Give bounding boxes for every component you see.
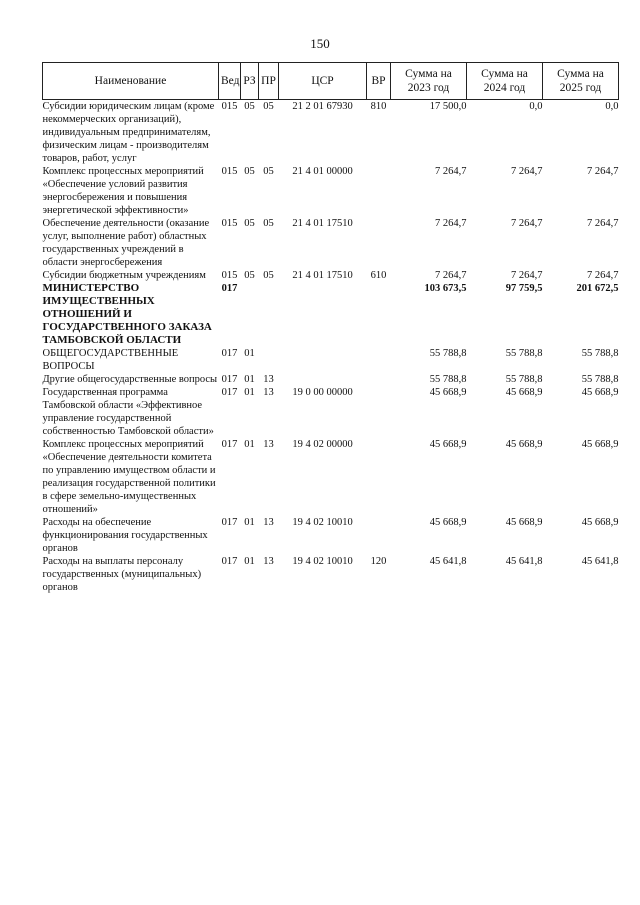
table-row bbox=[43, 516, 619, 555]
header-rz: РЗ bbox=[241, 63, 259, 100]
cell-name: Комплекс процессных мероприятий «Обеспечение деятельности комитета по управлению имуществом области и реализация государственной политики в сфере земельно-имущественных отношений» bbox=[42, 439, 216, 515]
cell-sum-2024: 7 264,7 bbox=[511, 270, 543, 281]
cell-csr: 19 4 02 10010 bbox=[292, 517, 353, 528]
header-sum-2023: Сумма на 2023 год bbox=[391, 63, 467, 100]
cell-rz: 05 bbox=[244, 218, 255, 229]
cell-name: Субсидии бюджетным учреждениям bbox=[42, 270, 206, 281]
cell-sum-2023: 45 641,8 bbox=[429, 556, 467, 567]
cell-sum-2023: 7 264,7 bbox=[435, 218, 467, 229]
cell-sum-2025: 45 668,9 bbox=[581, 439, 619, 450]
table-row bbox=[43, 386, 619, 438]
cell-ved: 015 bbox=[221, 270, 238, 281]
header-vr: ВР bbox=[367, 63, 391, 100]
cell-csr: 19 0 00 00000 bbox=[292, 387, 353, 398]
cell-ved: 015 bbox=[221, 166, 238, 177]
cell-rz: 01 bbox=[244, 374, 255, 385]
cell-ved: 017 bbox=[221, 439, 238, 450]
cell-name: Комплекс процессных мероприятий «Обеспечение условий развития энергосбережения и повышения энергетической эффективности» bbox=[42, 166, 204, 216]
cell-sum-2025: 0,0 bbox=[605, 101, 619, 112]
cell-ved: 017 bbox=[221, 387, 238, 398]
cell-sum-2025: 45 641,8 bbox=[581, 556, 619, 567]
cell-vr bbox=[367, 373, 391, 386]
cell-ved: 017 bbox=[221, 374, 238, 385]
cell-pr: 05 bbox=[263, 218, 274, 229]
cell-rz: 01 bbox=[244, 556, 255, 567]
cell-sum-2023: 55 788,8 bbox=[429, 348, 467, 359]
cell-csr: 21 2 01 67930 bbox=[292, 101, 353, 112]
cell-csr: 19 4 02 00000 bbox=[292, 439, 353, 450]
cell-csr bbox=[279, 373, 367, 386]
table-row bbox=[43, 269, 619, 282]
cell-pr: 05 bbox=[263, 101, 274, 112]
cell-vr bbox=[367, 217, 391, 269]
table-row bbox=[43, 438, 619, 516]
header-sum-2025: Сумма на 2025 год bbox=[543, 63, 619, 100]
cell-name: МИНИСТЕРСТВО ИМУЩЕСТВЕННЫХ ОТНОШЕНИЙ И ГОСУДАРСТВЕННОГО ЗАКАЗА ТАМБОВСКОЙ ОБЛАСТИ bbox=[42, 282, 212, 346]
cell-pr: 13 bbox=[263, 374, 274, 385]
cell-sum-2024: 45 641,8 bbox=[505, 556, 543, 567]
cell-pr: 13 bbox=[263, 517, 274, 528]
cell-pr: 05 bbox=[263, 270, 274, 281]
cell-csr: 19 4 02 10010 bbox=[292, 556, 353, 567]
cell-sum-2024: 55 788,8 bbox=[505, 348, 543, 359]
cell-sum-2023: 7 264,7 bbox=[435, 166, 467, 177]
cell-sum-2025: 7 264,7 bbox=[587, 218, 619, 229]
cell-csr: 21 4 01 17510 bbox=[292, 218, 353, 229]
cell-csr: 21 4 01 00000 bbox=[292, 166, 353, 177]
header-pr: ПР bbox=[259, 63, 279, 100]
cell-rz: 01 bbox=[244, 387, 255, 398]
cell-sum-2023: 45 668,9 bbox=[429, 387, 467, 398]
cell-rz: 05 bbox=[244, 101, 255, 112]
cell-csr bbox=[279, 282, 367, 347]
header-sum-2024: Сумма на 2024 год bbox=[467, 63, 543, 100]
cell-pr: 13 bbox=[263, 439, 274, 450]
cell-vr: 610 bbox=[370, 270, 387, 281]
cell-sum-2023: 7 264,7 bbox=[435, 270, 467, 281]
cell-vr: 810 bbox=[370, 101, 387, 112]
cell-vr: 120 bbox=[370, 556, 387, 567]
budget-table bbox=[42, 62, 619, 594]
cell-rz: 01 bbox=[244, 348, 255, 359]
table-row bbox=[43, 347, 619, 373]
cell-sum-2024: 0,0 bbox=[529, 101, 543, 112]
cell-pr: 13 bbox=[263, 387, 274, 398]
cell-sum-2025: 45 668,9 bbox=[581, 517, 619, 528]
cell-sum-2025: 55 788,8 bbox=[581, 374, 619, 385]
table-row bbox=[43, 282, 619, 347]
cell-sum-2024: 45 668,9 bbox=[505, 387, 543, 398]
cell-ved: 017 bbox=[221, 348, 238, 359]
cell-rz: 01 bbox=[244, 439, 255, 450]
cell-ved: 017 bbox=[221, 517, 238, 528]
cell-sum-2024: 45 668,9 bbox=[505, 517, 543, 528]
cell-csr: 21 4 01 17510 bbox=[292, 270, 353, 281]
cell-name: Субсидии юридическим лицам (кроме некоммерческих организаций), индивидуальным предпринимателям, физическим лицам - производителям товаров, работ, услуг bbox=[42, 101, 215, 164]
cell-sum-2025: 45 668,9 bbox=[581, 387, 619, 398]
cell-sum-2023: 17 500,0 bbox=[429, 101, 467, 112]
cell-vr bbox=[367, 438, 391, 516]
cell-sum-2024: 97 759,5 bbox=[505, 283, 543, 294]
cell-vr bbox=[367, 347, 391, 373]
cell-pr: 13 bbox=[263, 556, 274, 567]
header-name: Наименование bbox=[43, 63, 219, 100]
cell-sum-2025: 7 264,7 bbox=[587, 166, 619, 177]
table-header-row bbox=[43, 63, 619, 100]
cell-sum-2025: 7 264,7 bbox=[587, 270, 619, 281]
cell-csr bbox=[279, 347, 367, 373]
cell-sum-2025: 55 788,8 bbox=[581, 348, 619, 359]
table-row bbox=[43, 555, 619, 594]
table-body bbox=[43, 100, 619, 595]
cell-ved: 017 bbox=[221, 283, 238, 294]
cell-name: Обеспечение деятельности (оказание услуг, выполнение работ) областных государственных учреждений в области энергосбережения bbox=[42, 218, 210, 268]
cell-vr bbox=[367, 165, 391, 217]
cell-name: Расходы на выплаты персоналу государственных (муниципальных) органов bbox=[42, 556, 202, 593]
header-csr: ЦСР bbox=[279, 63, 367, 100]
cell-name: Государственная программа Тамбовской области «Эффективное управление государственной собственностью Тамбовской области» bbox=[42, 387, 214, 437]
cell-sum-2023: 45 668,9 bbox=[429, 439, 467, 450]
cell-sum-2025: 201 672,5 bbox=[576, 283, 619, 294]
cell-sum-2023: 55 788,8 bbox=[429, 374, 467, 385]
table-row bbox=[43, 217, 619, 269]
cell-sum-2024: 45 668,9 bbox=[505, 439, 543, 450]
cell-name: ОБЩЕГОСУДАРСТВЕННЫЕ ВОПРОСЫ bbox=[42, 348, 179, 372]
cell-sum-2024: 7 264,7 bbox=[511, 218, 543, 229]
table-row bbox=[43, 165, 619, 217]
cell-rz: 01 bbox=[244, 517, 255, 528]
cell-rz: 05 bbox=[244, 166, 255, 177]
cell-pr bbox=[259, 282, 279, 347]
table-row bbox=[43, 100, 619, 166]
cell-sum-2024: 7 264,7 bbox=[511, 166, 543, 177]
cell-rz: 05 bbox=[244, 270, 255, 281]
cell-sum-2023: 103 673,5 bbox=[424, 283, 467, 294]
cell-vr bbox=[367, 516, 391, 555]
cell-rz bbox=[241, 282, 259, 347]
cell-pr: 05 bbox=[263, 166, 274, 177]
cell-vr bbox=[367, 386, 391, 438]
cell-sum-2023: 45 668,9 bbox=[429, 517, 467, 528]
page-number: 150 bbox=[310, 36, 330, 51]
header-ved: Вед bbox=[219, 63, 241, 100]
cell-ved: 015 bbox=[221, 101, 238, 112]
cell-ved: 017 bbox=[221, 556, 238, 567]
cell-vr bbox=[367, 282, 391, 347]
table-row bbox=[43, 373, 619, 386]
cell-pr bbox=[259, 347, 279, 373]
cell-ved: 015 bbox=[221, 218, 238, 229]
cell-name: Другие общегосударственные вопросы bbox=[42, 374, 218, 385]
cell-name: Расходы на обеспечение функционирования государственных органов bbox=[42, 517, 208, 554]
cell-sum-2024: 55 788,8 bbox=[505, 374, 543, 385]
